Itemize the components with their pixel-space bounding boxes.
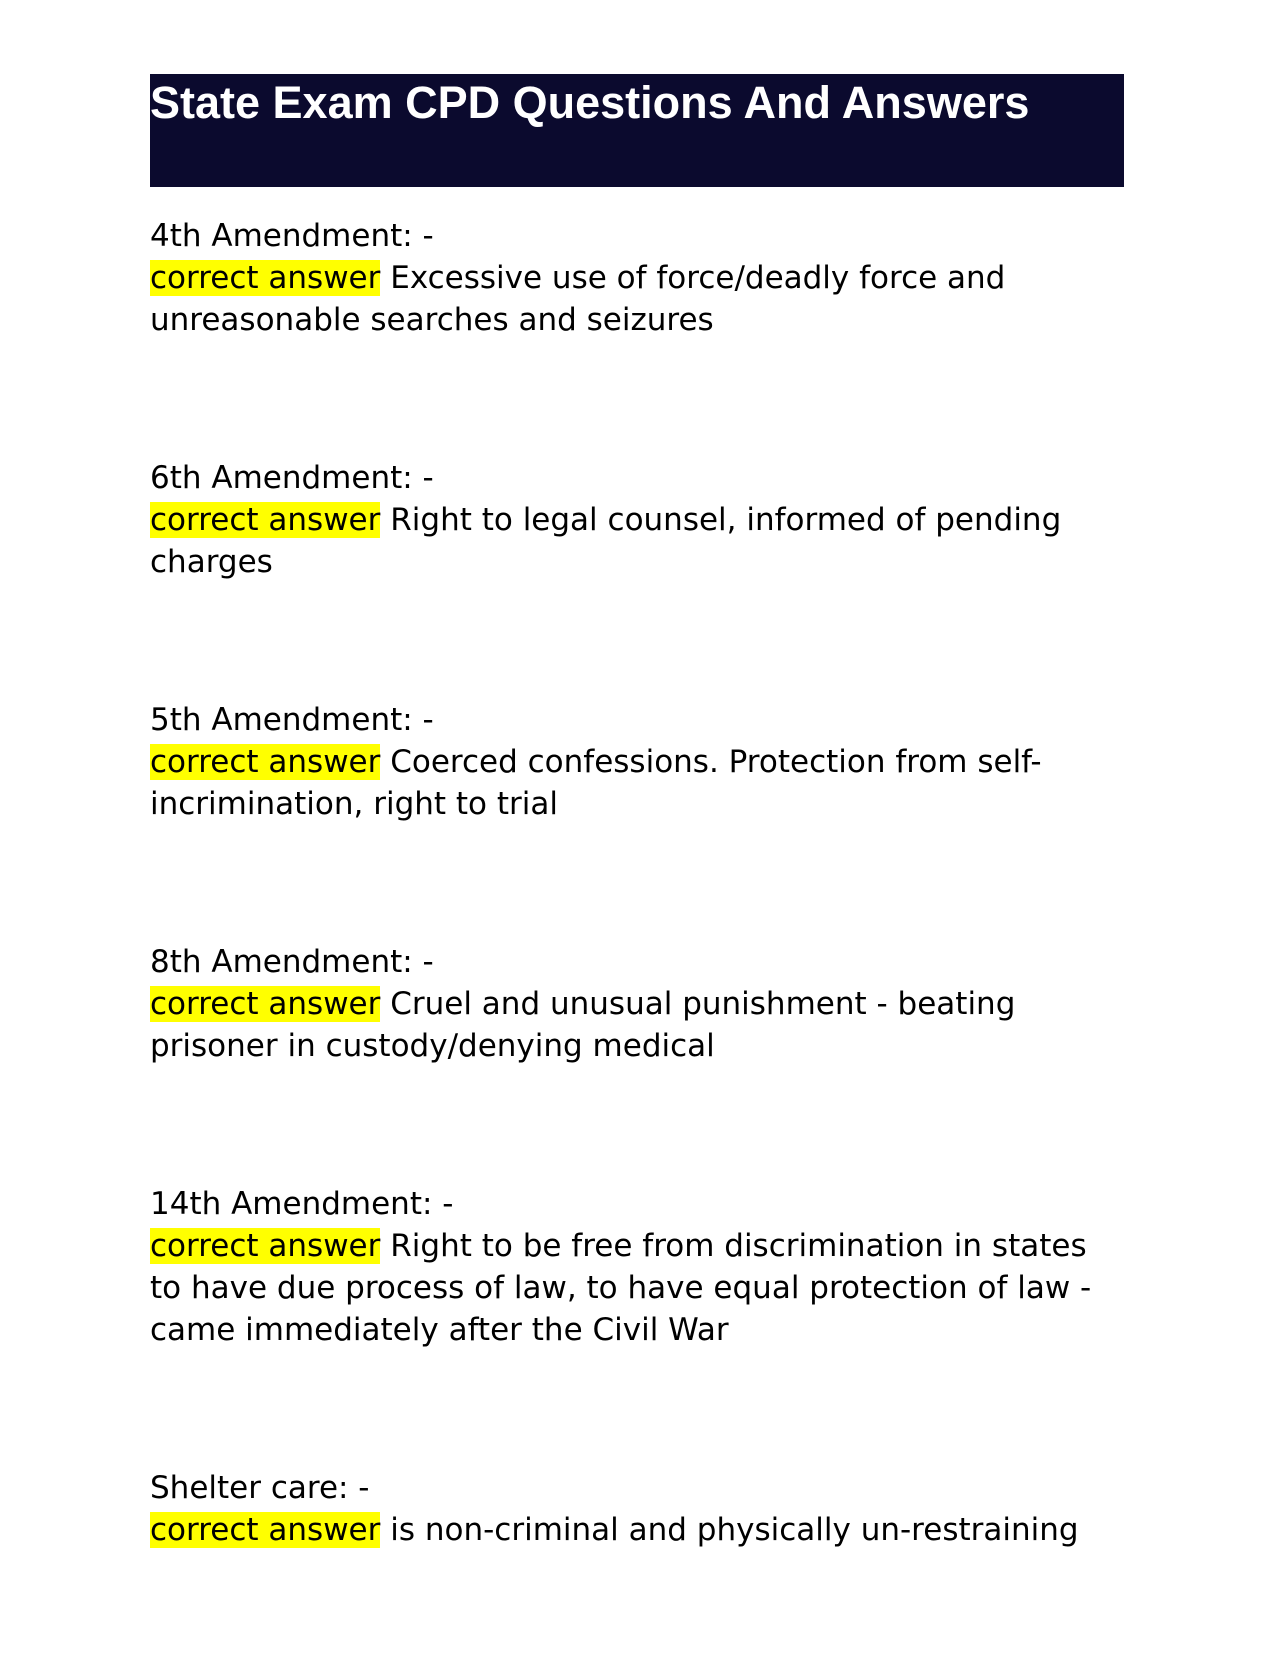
answer-text: Coerced confessions. Protection from self-incrimination, right to trial bbox=[150, 744, 1042, 822]
qa-item bbox=[150, 941, 1124, 1067]
answer-text: Right to legal counsel, informed of pending charges bbox=[150, 502, 1062, 580]
question-text: Shelter care: - bbox=[150, 1470, 370, 1506]
qa-item bbox=[150, 699, 1124, 825]
qa-item bbox=[150, 1183, 1124, 1351]
qa-item bbox=[150, 1467, 1124, 1551]
answer-text: is non-criminal and physically un-restraining bbox=[390, 1512, 1079, 1548]
correct-answer-tag: correct answer bbox=[150, 502, 381, 538]
question-text: 14th Amendment: - bbox=[150, 1186, 454, 1222]
correct-answer-tag: correct answer bbox=[150, 744, 381, 780]
answer-text: Right to be free from discrimination in states to have due process of law, to have equal protection of law - came immediately after the Civil War bbox=[150, 1228, 1092, 1348]
qa-item bbox=[150, 215, 1124, 341]
correct-answer-tag: correct answer bbox=[150, 1228, 381, 1264]
question-text: 8th Amendment: - bbox=[150, 944, 434, 980]
question-text: 4th Amendment: - bbox=[150, 218, 434, 254]
qa-list bbox=[150, 215, 1124, 1551]
correct-answer-tag: correct answer bbox=[150, 260, 381, 296]
answer-text: Cruel and unusual punishment - beating prisoner in custody/denying medical bbox=[150, 986, 1016, 1064]
answer-text: Excessive use of force/deadly force and unreasonable searches and seizures bbox=[150, 260, 1006, 338]
document-title: State Exam CPD Questions And Answers bbox=[150, 74, 1124, 187]
correct-answer-tag: correct answer bbox=[150, 1512, 381, 1548]
question-text: 5th Amendment: - bbox=[150, 702, 434, 738]
qa-item bbox=[150, 457, 1124, 583]
document-page bbox=[150, 74, 1124, 1551]
question-text: 6th Amendment: - bbox=[150, 460, 434, 496]
correct-answer-tag: correct answer bbox=[150, 986, 381, 1022]
